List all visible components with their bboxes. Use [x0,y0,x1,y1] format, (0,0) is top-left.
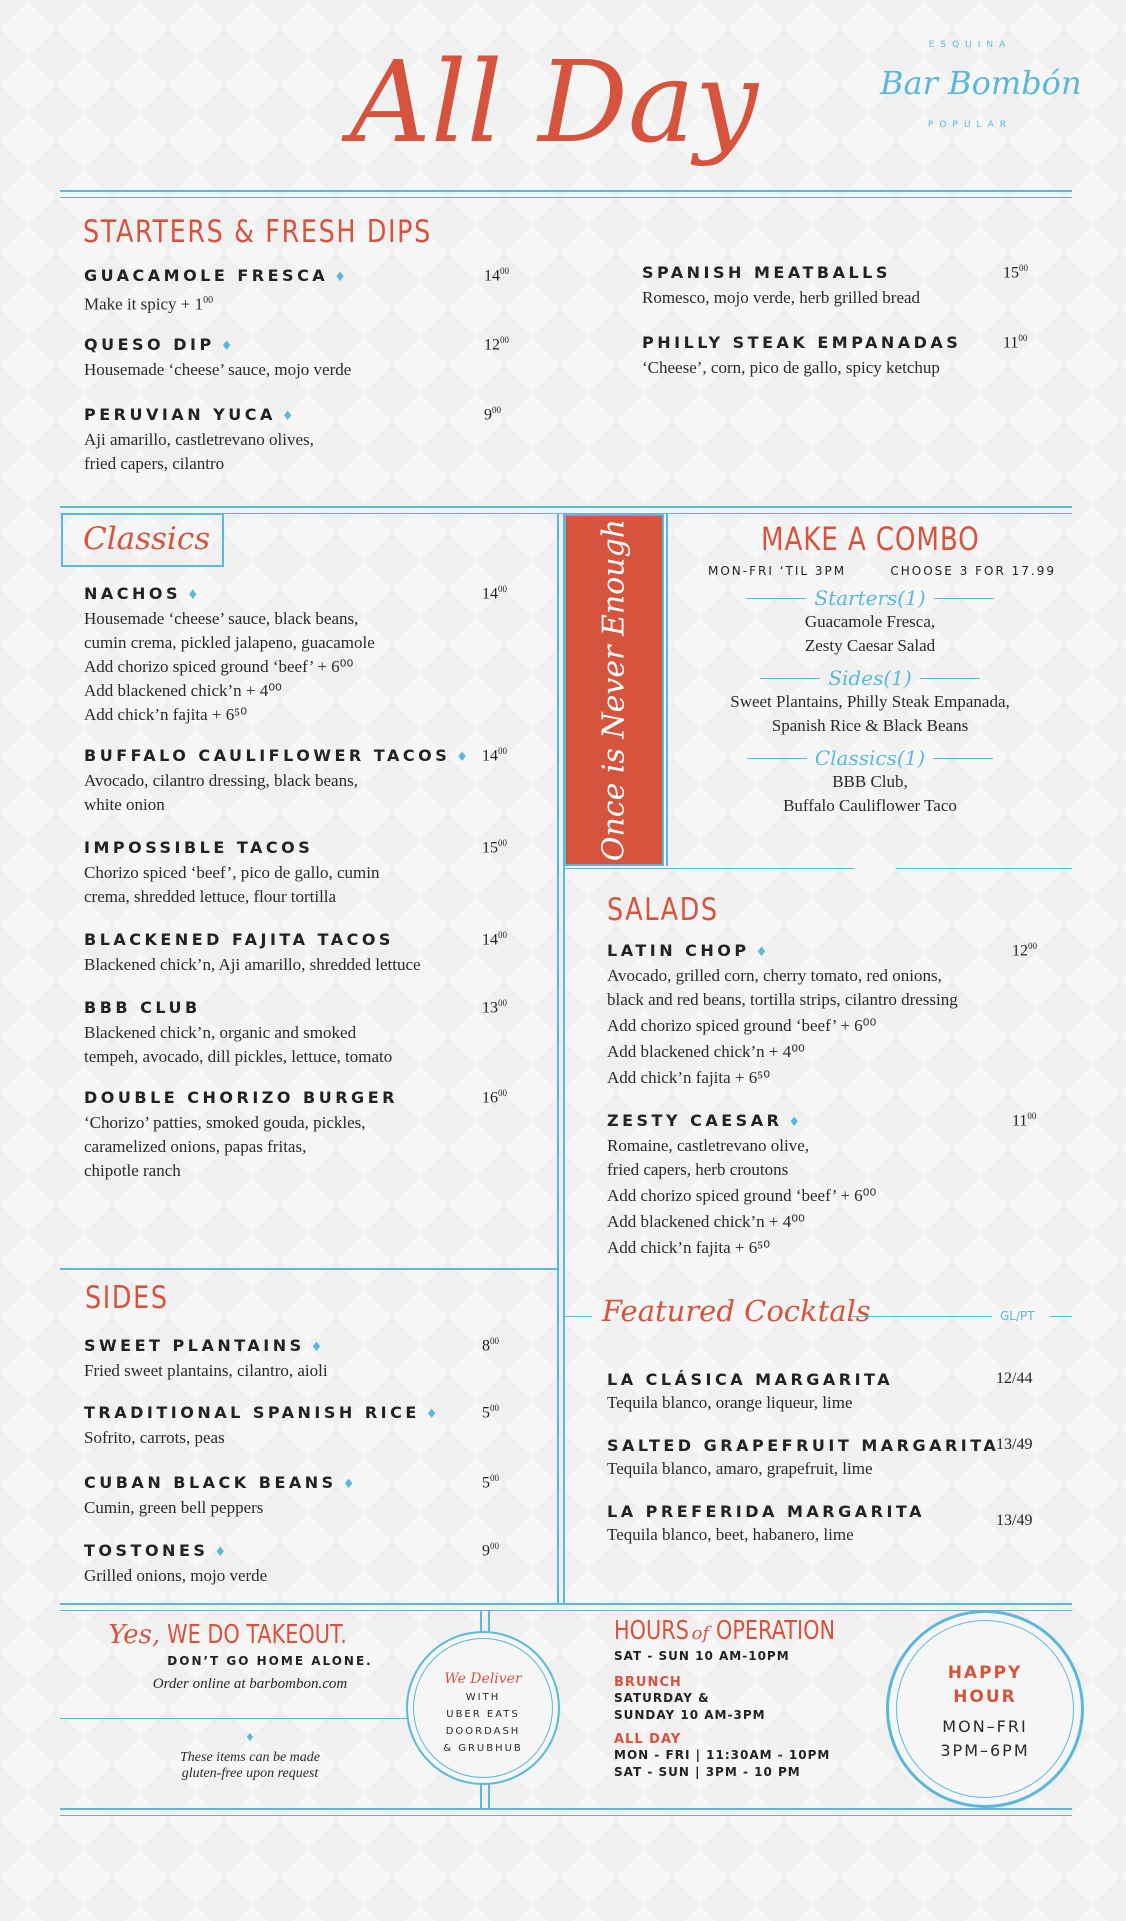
divider [60,190,1072,192]
menu-item-name-text: BUFFALO CAULIFLOWER TACOS [84,746,451,765]
menu-item-price [482,1403,499,1422]
menu-item-price [484,335,509,354]
menu-item-description-text: Add blackened chick’n + 4⁰⁰ [607,1212,805,1231]
hours-title-of: of [691,1623,710,1644]
deliver-line: & GRUBHUB [443,1743,523,1754]
menu-item-description-text: Romaine, castletrevano olive, [607,1136,810,1155]
menu-item [642,333,961,380]
menu-item-description-text: Add blackened chick’n + 4⁰⁰ [607,1042,805,1061]
menu-item-description [84,1045,392,1069]
menu-item-description-text: fried capers, cilantro [84,454,225,473]
menu-item [84,746,468,817]
menu-item-description-text: caramelized onions, papas fritas, [84,1137,307,1156]
price-dollars: 11 [1003,334,1019,352]
price-cents: 00 [498,584,507,594]
price-dollars: 9 [484,406,492,424]
price-cents: 00 [498,746,507,756]
gluten-free-diamond-icon: ♦ [788,1115,801,1130]
menu-item-name [84,838,380,857]
menu-item-description-text: Blackened chick’n, organic and smoked [84,1023,357,1042]
menu-item-description [607,1236,876,1260]
price-dollars: 9 [482,1542,490,1560]
menu-item-description-text: Add chorizo spiced ground ‘beef’ + 6⁰⁰ [607,1186,877,1205]
menu-item-price [482,1541,499,1560]
menu-item-description [84,1359,328,1383]
cocktail-name: LA PREFERIDA MARGARITA [607,1502,925,1521]
hours-title-a: HOURS [614,1616,689,1646]
menu-item [607,941,958,1090]
menu-item-description [607,988,958,1012]
happy-hour-days: MON–FRI [942,1717,1028,1736]
menu-item-description [84,1426,437,1450]
menu-item-description [84,703,375,727]
menu-item-price [482,930,507,949]
price-cents: 00 [490,1336,499,1346]
section-heading-starters: STARTERS & FRESH DIPS [83,214,432,250]
price-cents: 00 [498,998,507,1008]
divider [60,1808,1072,1810]
price-cents: 00 [1018,333,1028,343]
menu-item-description-text: Add chorizo spiced ground ‘beef’ + 6⁰⁰ [607,1016,877,1035]
divider [60,1815,1072,1816]
combo-option: Zesty Caesar Salad [804,636,936,655]
menu-item-description-text: chipotle ranch [84,1161,181,1180]
menu-item-price [482,998,507,1017]
classics-heading-box [61,513,224,567]
menu-item-description-text: Avocado, cilantro dressing, black beans, [84,771,358,790]
menu-item-description-sup: 00 [203,295,214,306]
price-dollars: 11 [1012,1112,1028,1130]
combo-group-label-text: Sides(1) [828,666,912,690]
divider [60,1268,557,1270]
menu-item-description-text: cumin crema, pickled jalapeno, guacamole [84,633,375,652]
menu-item-price [1012,941,1037,960]
menu-item-name-text: GUACAMOLE FRESCA [84,266,329,285]
menu-item-price [484,266,509,285]
cocktail-item [607,1436,999,1481]
happy-hour-title: HAPPY [947,1663,1023,1683]
combo-group-label-text: Starters(1) [814,586,926,610]
menu-item-description-text: Add chick’n fajita + 6⁵⁰ [607,1068,771,1087]
combo-group-label-text: Classics(1) [814,746,926,770]
combo-days: MON-FRI ‘TIL 3PM [708,564,847,578]
menu-item-name-text: SPANISH MEATBALLS [642,263,891,282]
divider [934,598,994,599]
menu-item [84,335,351,382]
menu-item-description-text: Grilled onions, mojo verde [84,1566,268,1585]
once-never-enough-banner [564,514,664,866]
menu-item-description [84,1021,392,1045]
takeout-heading [60,1620,440,1650]
price-dollars: 12 [1012,942,1028,960]
price-cents: 00 [1019,263,1028,273]
menu-item-name-text: QUESO DIP [84,335,215,354]
menu-item [84,1541,267,1588]
price-cents: 00 [1027,1111,1037,1121]
menu-item-name-text: PHILLY STEAK EMPANADAS [642,333,962,352]
menu-item-description [607,1158,876,1182]
menu-item-description [642,356,961,380]
menu-item-name-text: SWEET PLANTAINS [84,1336,305,1355]
hours-title-b: OPERATION [715,1616,835,1646]
menu-item [84,1088,398,1183]
combo-group-label [670,586,1070,610]
cocktail-price: 13/49 [996,1436,1033,1453]
menu-item-name-text: ZESTY CAESAR [607,1111,783,1130]
divider [60,1718,410,1719]
menu-item-description [84,1159,398,1183]
menu-item-description [84,1564,267,1588]
cocktail-name: LA CLÁSICA MARGARITA [607,1370,894,1389]
combo-heading [670,520,1070,558]
column-divider [557,513,559,1603]
gluten-free-diamond-icon: ♦ [425,1407,438,1422]
menu-item-name [84,998,392,1017]
allday-label: ALL DAY [614,1732,682,1747]
menu-item-description-text: Cumin, green bell peppers [84,1498,264,1517]
menu-item [84,405,314,476]
gluten-free-diamond-icon: ♦ [342,1477,355,1492]
cocktail-description: Tequila blanco, beet, habanero, lime [607,1525,854,1544]
menu-item-description [84,655,375,679]
combo-group [670,586,1070,658]
menu-item-price [482,746,507,765]
menu-item-description [84,953,421,977]
cocktail-item [607,1502,925,1547]
logo-top-text: ESQUINA [928,40,1012,50]
logo-bottom-text: POPULAR [927,120,1013,130]
menu-item-description-text: Blackened chick’n, Aji amarillo, shredded lettuce [84,955,421,974]
menu-item-description-text: tempeh, avocado, dill pickles, lettuce, tomato [84,1047,393,1066]
menu-item-price [482,1473,499,1492]
menu-item-price [482,584,507,603]
menu-item-description-text: Add chorizo spiced ground ‘beef’ + 6⁰⁰ [84,657,354,676]
price-dollars: 14 [482,585,498,603]
price-dollars: 14 [482,931,498,949]
menu-item-description [84,452,314,476]
brunch-line: SUNDAY 10 AM-3PM [614,1708,766,1722]
price-dollars: 5 [482,1404,490,1422]
menu-item [84,930,421,977]
brunch-label: BRUNCH [614,1675,682,1690]
menu-item-description-text: crema, shredded lettuce, flour tortilla [84,887,337,906]
menu-item-price [1003,263,1028,282]
price-cents: 00 [500,335,509,345]
combo-subheading [670,558,1070,578]
section-heading-classics: Classics [83,521,211,557]
takeout-block [60,1620,440,1693]
menu-item-name [607,1111,876,1130]
allday-line: SAT - SUN | 3PM - 10 PM [614,1765,801,1779]
gluten-free-diamond-icon: ♦ [310,1340,323,1355]
gluten-free-diamond-icon: ♦ [755,945,768,960]
menu-item-name [642,333,961,352]
menu-item-name-text: TRADITIONAL SPANISH RICE [84,1403,420,1422]
menu-item-description [607,1066,958,1090]
menu-item-name-text: PERUVIAN YUCA [84,405,276,424]
menu-item-description [607,1210,876,1234]
menu-item-name [84,266,346,285]
divider [896,868,1072,869]
banner-text: Once is Never Enough [596,518,632,862]
menu-item-name [84,746,468,765]
combo-group-label [670,666,1070,690]
price-cents: 00 [498,838,507,848]
price-cents: 00 [500,266,509,276]
divider [1050,1316,1072,1317]
menu-item-description [84,793,468,817]
menu-item [84,1336,328,1383]
menu-item-description [84,428,314,452]
menu-item-description [84,679,375,703]
combo-section [670,520,1070,818]
section-heading-salads: SALADS [607,892,719,928]
menu-item [642,263,920,310]
menu-item-name-text: BLACKENED FAJITA TACOS [84,930,394,949]
menu-item-description-text: ‘Cheese’, corn, pico de gallo, spicy ketchup [642,358,940,377]
combo-heading-text: MAKE A COMBO [760,520,980,558]
price-cents: 00 [492,405,501,415]
combo-group [670,746,1070,818]
logo-name: Bar Bombón [880,64,1082,102]
section-heading-sides: SIDES [85,1280,169,1316]
price-cents: 00 [498,930,507,940]
divider [746,598,806,599]
deliver-title: We Deliver [444,1671,522,1687]
price-cents: 00 [490,1541,499,1551]
gluten-free-diamond-icon: ♦ [187,588,199,603]
deliver-line: DOORDASH [445,1726,521,1737]
cocktail-price: 12/44 [996,1370,1033,1387]
menu-item-description [642,286,920,310]
price-dollars: 12 [484,336,500,354]
takeout-online-link[interactable]: Order online at barbombon.com [152,1676,348,1692]
menu-item-name [84,405,314,424]
combo-option: Spanish Rice & Black Beans [771,716,969,735]
menu-item-name [84,1541,267,1560]
gf-note-line: These items can be made [180,1750,320,1765]
menu-item-name [84,1088,398,1107]
combo-option: Sweet Plantains, Philly Steak Empanada, [730,692,1010,711]
menu-item-name [607,941,958,960]
menu-item-description-text: Romesco, mojo verde, herb grilled bread [642,288,921,307]
menu-item-description-text: Fried sweet plantains, cilantro, aioli [84,1361,328,1380]
gluten-free-diamond-icon: ♦ [220,339,233,354]
menu-item-name-text: NACHOS [84,584,182,603]
menu-item [84,584,375,727]
price-cents: 00 [490,1403,499,1413]
divider [60,1610,1072,1611]
price-dollars: 14 [482,747,498,765]
cocktail-price: 13/49 [996,1512,1033,1529]
takeout-yes: Yes, [108,1620,161,1650]
menu-item-description [607,964,958,988]
menu-item-description-text: Make it spicy + 1 [84,294,204,314]
gluten-free-diamond-icon: ♦ [214,1545,227,1560]
menu-item-description [84,1111,398,1135]
menu-item-description-text: Add blackened chick’n + 4⁰⁰ [84,681,282,700]
menu-item-description [84,1135,398,1159]
menu-item-description [84,289,346,317]
divider [60,1603,1072,1605]
divider [933,758,993,759]
menu-item-price [482,1336,499,1355]
menu-item-name [84,584,375,603]
menu-item-description-text: Sofrito, carrots, peas [84,1428,225,1447]
menu-item-description [607,1040,958,1064]
gf-note-line: gluten-free upon request [181,1766,319,1781]
combo-group-label [670,746,1070,770]
menu-item-description-text: Housemade ‘cheese’ sauce, black beans, [84,609,359,628]
menu-item-name-text: LATIN CHOP [607,941,750,960]
cocktail-item [607,1370,893,1415]
menu-item-description-text: black and red beans, tortilla strips, cilantro dressing [607,990,958,1009]
takeout-title: WE DO TAKEOUT. [166,1620,347,1650]
divider [60,506,1072,508]
cocktail-unit: GL/PT [1000,1309,1035,1323]
menu-item [84,1403,437,1450]
menu-item-description [607,1014,958,1038]
menu-item-description [84,1496,354,1520]
menu-item-description-text: Chorizo spiced ‘beef’, pico de gallo, cumin [84,863,380,882]
menu-item-description-text: Avocado, grilled corn, cherry tomato, red onions, [607,966,942,985]
gluten-free-diamond-icon: ♦ [246,1730,254,1745]
menu-item-name-text: BBB CLUB [84,998,201,1017]
combo-option: Guacamole Fresca, [804,612,936,631]
menu-item [607,1111,876,1260]
menu-item-price [482,838,507,857]
price-dollars: 14 [484,267,500,285]
combo-group [670,666,1070,738]
menu-item-description-text: fried capers, herb croutons [607,1160,789,1179]
menu-item-name [84,335,351,354]
hours-heading [614,1616,914,1646]
menu-item-description [84,769,468,793]
deliver-line: UBER EATS [446,1709,520,1720]
delivery-badge [406,1631,560,1785]
divider [852,1316,992,1317]
price-cents: 00 [1028,941,1037,951]
allday-line: MON - FRI | 11:30AM - 10PM [614,1748,831,1762]
menu-item-description-text: ‘Chorizo’ patties, smoked gouda, pickles, [84,1113,366,1132]
menu-item-name-text: IMPOSSIBLE TACOS [84,838,314,857]
menu-item-description-text: Housemade ‘cheese’ sauce, mojo verde [84,360,352,379]
menu-item-price [484,405,501,424]
price-dollars: 15 [482,839,498,857]
menu-item-price [482,1088,507,1107]
price-cents: 00 [498,1088,507,1098]
hours-line: SAT - SUN 10 AM-10PM [614,1649,790,1663]
menu-item [84,998,392,1069]
brunch-line: SATURDAY & [614,1691,710,1705]
menu-item-name-text: DOUBLE CHORIZO BURGER [84,1088,398,1107]
combo-option: BBB Club, [832,772,908,791]
menu-item-price [1012,1111,1036,1130]
menu-item-description [84,358,351,382]
cocktail-name: SALTED GRAPEFRUIT MARGARITA [607,1436,1000,1455]
menu-title: All Day [350,38,758,168]
menu-item-description-text: Add chick’n fajita + 6⁵⁰ [84,705,248,724]
section-heading-cocktails: Featured Cocktals [602,1294,871,1328]
divider [60,197,1072,198]
menu-item-name [84,930,421,949]
price-dollars: 5 [482,1474,490,1492]
menu-item-name [84,1336,328,1355]
gluten-free-note [140,1730,360,1782]
combo-option: Buffalo Cauliflower Taco [783,796,957,815]
divider [760,678,820,679]
hours-block [614,1616,914,1781]
menu-item-description [84,861,380,885]
menu-item-price [1003,333,1027,352]
menu-item-description [84,885,380,909]
cocktail-description: Tequila blanco, orange liqueur, lime [607,1393,853,1412]
menu-item-description [607,1184,876,1208]
menu-item-name-text: TOSTONES [84,1541,209,1560]
divider [564,1316,592,1317]
happy-hour-badge [886,1610,1084,1808]
divider [747,758,807,759]
cocktail-description: Tequila blanco, amaro, grapefruit, lime [607,1459,873,1478]
menu-item [84,838,380,909]
divider [920,678,980,679]
happy-hour-title: HOUR [953,1687,1017,1707]
price-dollars: 13 [482,999,498,1017]
menu-item-name [84,1473,354,1492]
banner-divider [666,514,668,866]
menu-item-name [84,1403,437,1422]
menu-item [84,1473,354,1520]
combo-price: CHOOSE 3 FOR 17.99 [890,564,1056,578]
price-dollars: 8 [482,1337,490,1355]
happy-hour-time: 3PM–6PM [940,1741,1030,1760]
brand-logo [880,30,1082,170]
gluten-free-diamond-icon: ♦ [334,270,346,285]
price-dollars: 16 [482,1089,498,1107]
menu-item-description [84,607,375,631]
menu-item-description [607,1134,876,1158]
divider [564,868,854,869]
gluten-free-diamond-icon: ♦ [281,409,294,424]
gluten-free-diamond-icon: ♦ [456,750,468,765]
menu-item-name [642,263,920,282]
menu-item-description-text: Aji amarillo, castletrevano olives, [84,430,314,449]
menu-item [84,266,346,317]
menu-item-description-text: white onion [84,795,165,814]
price-dollars: 15 [1003,264,1019,282]
deliver-line: WITH [465,1692,501,1703]
menu-item-description-text: Add chick’n fajita + 6⁵⁰ [607,1238,771,1257]
menu-item-name-text: CUBAN BLACK BEANS [84,1473,337,1492]
price-cents: 00 [490,1473,499,1483]
menu-item-description [84,631,375,655]
takeout-sub: DON’T GO HOME ALONE. [167,1654,373,1668]
